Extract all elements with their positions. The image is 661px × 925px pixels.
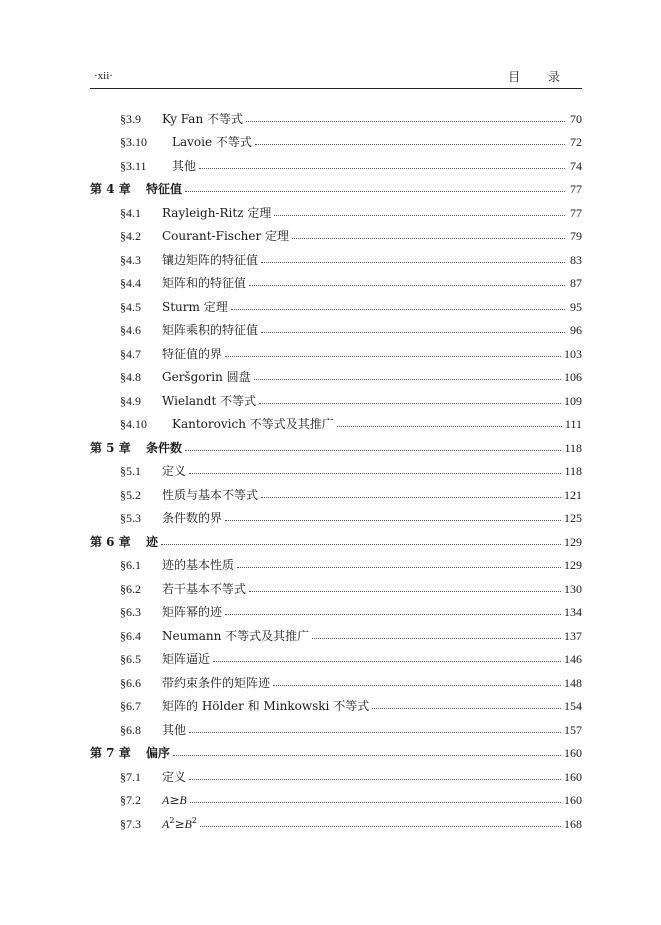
section-title: Neumann 不等式及其推广 bbox=[162, 628, 310, 643]
dot-leader bbox=[237, 566, 561, 568]
section-number: §7.2 bbox=[120, 793, 141, 808]
section-number: §3.11 bbox=[120, 158, 147, 173]
page-reference: 160 bbox=[564, 769, 582, 784]
toc-section-entry bbox=[90, 366, 582, 390]
page-reference: 129 bbox=[564, 558, 582, 573]
section-number: §6.2 bbox=[120, 581, 141, 596]
toc-chapter-entry bbox=[90, 530, 582, 554]
section-number: §7.3 bbox=[120, 816, 141, 831]
section-title: Rayleigh-Ritz 定理 bbox=[162, 205, 272, 220]
dot-leader bbox=[261, 331, 565, 333]
page-reference: 111 bbox=[564, 417, 582, 432]
dot-leader bbox=[173, 754, 561, 756]
table-of-contents bbox=[90, 107, 582, 836]
section-number: §6.6 bbox=[120, 675, 141, 690]
page-reference: 168 bbox=[564, 816, 582, 831]
section-number: §4.6 bbox=[120, 323, 141, 338]
section-title: Courant-Fischer 定理 bbox=[162, 229, 290, 244]
section-title: 条件数的界 bbox=[162, 511, 223, 526]
page-reference: 160 bbox=[564, 746, 582, 761]
section-number: §4.1 bbox=[120, 205, 141, 220]
page-reference: 154 bbox=[564, 699, 582, 714]
toc-chapter-entry bbox=[90, 436, 582, 460]
section-title: 镶边矩阵的特征值 bbox=[162, 252, 259, 267]
toc-section-entry bbox=[90, 460, 582, 484]
section-title: Ky Fan 不等式 bbox=[162, 111, 244, 126]
toc-section-entry bbox=[90, 342, 582, 366]
dot-leader bbox=[189, 472, 561, 474]
toc-chapter-entry bbox=[90, 742, 582, 766]
dot-leader bbox=[261, 496, 561, 498]
toc-section-entry bbox=[90, 695, 582, 719]
chapter-number: 第 5 章 bbox=[90, 440, 131, 455]
chapter-title: 条件数 bbox=[146, 440, 183, 455]
section-title: 矩阵和的特征值 bbox=[162, 276, 247, 291]
section-number: §6.5 bbox=[120, 652, 141, 667]
dot-leader bbox=[231, 308, 565, 310]
section-title: 特征值的界 bbox=[162, 346, 223, 361]
section-number: §3.10 bbox=[120, 135, 147, 150]
section-title: Lavoie 不等式 bbox=[172, 135, 252, 150]
page-reference: 129 bbox=[564, 534, 582, 549]
section-title: 矩阵逼近 bbox=[162, 652, 211, 667]
section-number: §6.7 bbox=[120, 699, 141, 714]
dot-leader bbox=[261, 261, 565, 263]
section-title: 定义 bbox=[162, 464, 187, 479]
page-reference: 103 bbox=[564, 346, 582, 361]
page-reference: 121 bbox=[564, 487, 582, 502]
dot-leader bbox=[189, 731, 561, 733]
page-reference: 77 bbox=[570, 205, 582, 220]
toc-section-entry bbox=[90, 154, 582, 178]
section-number: §4.4 bbox=[120, 276, 141, 291]
dot-leader bbox=[312, 637, 561, 639]
page-reference: 74 bbox=[570, 158, 582, 173]
page-reference: 134 bbox=[564, 605, 582, 620]
dot-leader bbox=[372, 707, 561, 709]
dot-leader bbox=[225, 355, 561, 357]
page-reference: 83 bbox=[570, 252, 582, 267]
dot-leader bbox=[337, 425, 562, 427]
section-number: §4.3 bbox=[120, 252, 141, 267]
toc-section-entry bbox=[90, 718, 582, 742]
dot-leader bbox=[246, 120, 565, 122]
page-reference: 96 bbox=[570, 323, 582, 338]
dot-leader bbox=[255, 143, 565, 145]
page-reference: 109 bbox=[564, 393, 582, 408]
section-title: Geršgorin 圆盘 bbox=[162, 370, 251, 385]
page-header bbox=[90, 68, 582, 89]
dot-leader bbox=[249, 590, 561, 592]
toc-section-entry bbox=[90, 812, 582, 836]
page-reference: 148 bbox=[564, 675, 582, 690]
toc-section-entry bbox=[90, 483, 582, 507]
chapter-title: 特征值 bbox=[146, 182, 183, 197]
toc-section-entry bbox=[90, 107, 582, 131]
toc-section-entry bbox=[90, 577, 582, 601]
dot-leader bbox=[274, 214, 565, 216]
dot-leader bbox=[249, 284, 565, 286]
section-title: 性质与基本不等式 bbox=[162, 487, 259, 502]
page-reference: 106 bbox=[564, 370, 582, 385]
section-title: 矩阵幂的迹 bbox=[162, 605, 223, 620]
dot-leader bbox=[161, 543, 561, 545]
section-title: Sturm 定理 bbox=[162, 299, 228, 314]
toc-section-entry bbox=[90, 648, 582, 672]
toc-section-entry bbox=[90, 295, 582, 319]
dot-leader bbox=[200, 825, 561, 827]
dot-leader bbox=[273, 684, 561, 686]
section-number: §4.9 bbox=[120, 393, 141, 408]
toc-section-entry bbox=[90, 319, 582, 343]
toc-section-entry bbox=[90, 225, 582, 249]
running-head: 目 录 bbox=[508, 70, 572, 84]
dot-leader bbox=[225, 519, 561, 521]
section-number: §5.2 bbox=[120, 487, 141, 502]
toc-section-entry bbox=[90, 389, 582, 413]
page-reference: 146 bbox=[564, 652, 582, 667]
section-title: 带约束条件的矩阵迹 bbox=[162, 675, 271, 690]
section-number: §4.5 bbox=[120, 299, 141, 314]
section-title: 矩阵的 Hölder 和 Minkowski 不等式 bbox=[162, 699, 370, 714]
page-reference: 77 bbox=[570, 182, 582, 197]
toc-section-entry bbox=[90, 248, 582, 272]
section-number: §3.9 bbox=[120, 111, 141, 126]
toc-section-entry bbox=[90, 789, 582, 813]
chapter-title: 偏序 bbox=[146, 746, 171, 761]
chapter-title: 迹 bbox=[146, 534, 159, 549]
section-title: $A^2\ge B^2$ bbox=[162, 816, 197, 832]
toc-section-entry bbox=[90, 131, 582, 155]
section-title: 其他 bbox=[162, 722, 187, 737]
dot-leader bbox=[254, 378, 561, 380]
chapter-number: 第 7 章 bbox=[90, 746, 131, 761]
page-number: ·xii· bbox=[94, 70, 113, 82]
section-number: §4.7 bbox=[120, 346, 141, 361]
page-reference: 157 bbox=[564, 722, 582, 737]
section-number: §4.8 bbox=[120, 370, 141, 385]
section-title: Kantorovich 不等式及其推广 bbox=[172, 417, 334, 432]
section-number: §4.10 bbox=[120, 417, 147, 432]
toc-chapter-entry bbox=[90, 178, 582, 202]
dot-leader bbox=[185, 190, 565, 192]
dot-leader bbox=[190, 801, 561, 803]
page-reference: 118 bbox=[564, 464, 582, 479]
toc-section-entry bbox=[90, 624, 582, 648]
toc-section-entry bbox=[90, 272, 582, 296]
page-reference: 125 bbox=[564, 511, 582, 526]
page-reference: 87 bbox=[570, 276, 582, 291]
page-reference: 130 bbox=[564, 581, 582, 596]
toc-section-entry bbox=[90, 507, 582, 531]
toc-section-entry bbox=[90, 601, 582, 625]
section-title: 若干基本不等式 bbox=[162, 581, 247, 596]
toc-section-entry bbox=[90, 765, 582, 789]
page-reference: 137 bbox=[564, 628, 582, 643]
section-title: Wielandt 不等式 bbox=[162, 393, 257, 408]
page-reference: 70 bbox=[570, 111, 582, 126]
section-title: 迹的基本性质 bbox=[162, 558, 235, 573]
toc-section-entry bbox=[90, 554, 582, 578]
section-number: §6.8 bbox=[120, 722, 141, 737]
toc-section-entry bbox=[90, 201, 582, 225]
dot-leader bbox=[189, 778, 561, 780]
page-reference: 79 bbox=[570, 229, 582, 244]
toc-section-entry bbox=[90, 671, 582, 695]
section-number: §5.1 bbox=[120, 464, 141, 479]
chapter-number: 第 6 章 bbox=[90, 534, 131, 549]
page-reference: 95 bbox=[570, 299, 582, 314]
dot-leader bbox=[199, 167, 565, 169]
chapter-number: 第 4 章 bbox=[90, 182, 131, 197]
section-number: §5.3 bbox=[120, 511, 141, 526]
section-number: §6.4 bbox=[120, 628, 141, 643]
toc-section-entry bbox=[90, 413, 582, 437]
section-title: 其他 bbox=[172, 158, 197, 173]
page-reference: 72 bbox=[570, 135, 582, 150]
page-reference: 160 bbox=[564, 793, 582, 808]
dot-leader bbox=[225, 613, 561, 615]
dot-leader bbox=[259, 402, 561, 404]
section-number: §6.3 bbox=[120, 605, 141, 620]
section-number: §7.1 bbox=[120, 769, 141, 784]
section-title: 矩阵乘积的特征值 bbox=[162, 323, 259, 338]
section-number: §6.1 bbox=[120, 558, 141, 573]
page-reference: 118 bbox=[564, 440, 582, 455]
dot-leader bbox=[292, 237, 565, 239]
dot-leader bbox=[185, 449, 561, 451]
dot-leader bbox=[213, 660, 561, 662]
section-title: A≥B bbox=[162, 793, 187, 808]
section-number: §4.2 bbox=[120, 229, 141, 244]
section-title: 定义 bbox=[162, 769, 187, 784]
